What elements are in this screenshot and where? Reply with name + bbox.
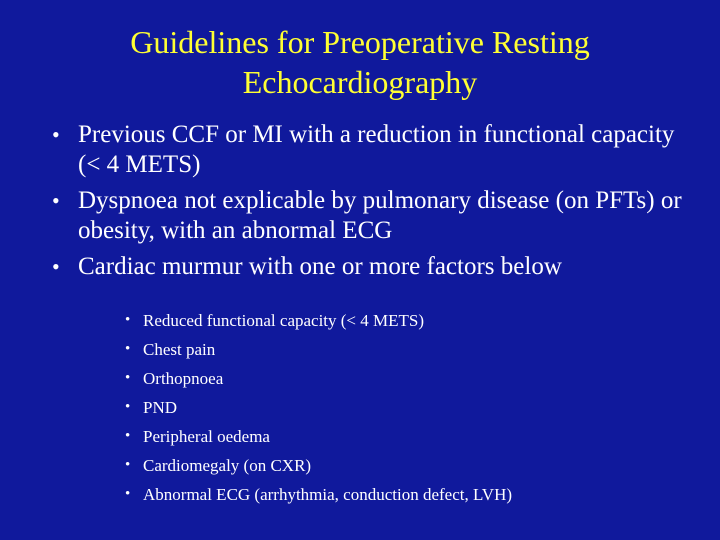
bullet-dot-icon: • [125, 428, 131, 444]
sub-bullet-text: Orthopnoea [143, 369, 224, 388]
sub-bullet-item [125, 422, 685, 451]
bullet-item [52, 186, 692, 246]
bullet-dot-icon: • [52, 254, 60, 279]
slide-title [40, 22, 680, 102]
bullet-item [52, 252, 692, 282]
sub-bullet-text: Cardiomegaly (on CXR) [143, 456, 312, 475]
sub-bullet-item [125, 393, 685, 422]
bullet-dot-icon: • [125, 399, 131, 415]
bullet-dot-icon: • [52, 122, 60, 147]
bullet-dot-icon: • [52, 188, 60, 213]
sub-bullet-item [125, 335, 685, 364]
bullet-text: Previous CCF or MI with a reduction in functional capacity (< 4 METS) [78, 121, 675, 178]
bullet-dot-icon: • [125, 341, 131, 357]
bullet-dot-icon: • [125, 457, 131, 473]
sub-bullet-list [125, 306, 685, 509]
sub-bullet-item [125, 306, 685, 335]
slide-title-line-1: Guidelines for Preoperative Resting [130, 24, 590, 60]
bullet-dot-icon: • [125, 312, 131, 328]
main-bullet-list [52, 120, 692, 288]
sub-bullet-text: Reduced functional capacity (< 4 METS) [143, 311, 425, 330]
sub-bullet-text: Peripheral oedema [143, 427, 270, 446]
bullet-item [52, 120, 692, 180]
sub-bullet-item [125, 480, 685, 509]
sub-bullet-item [125, 364, 685, 393]
bullet-text: Dyspnoea not explicable by pulmonary disease (on PFTs) or obesity, with an abnormal ECG [78, 187, 682, 244]
sub-bullet-text: Chest pain [143, 340, 216, 359]
bullet-text: Cardiac murmur with one or more factors below [78, 253, 562, 280]
sub-bullet-item [125, 451, 685, 480]
sub-bullet-text: Abnormal ECG (arrhythmia, conduction defect, LVH) [143, 485, 513, 504]
slide-title-line-2: Echocardiography [242, 64, 478, 100]
sub-bullet-text: PND [143, 398, 178, 417]
bullet-dot-icon: • [125, 370, 131, 386]
bullet-dot-icon: • [125, 486, 131, 502]
